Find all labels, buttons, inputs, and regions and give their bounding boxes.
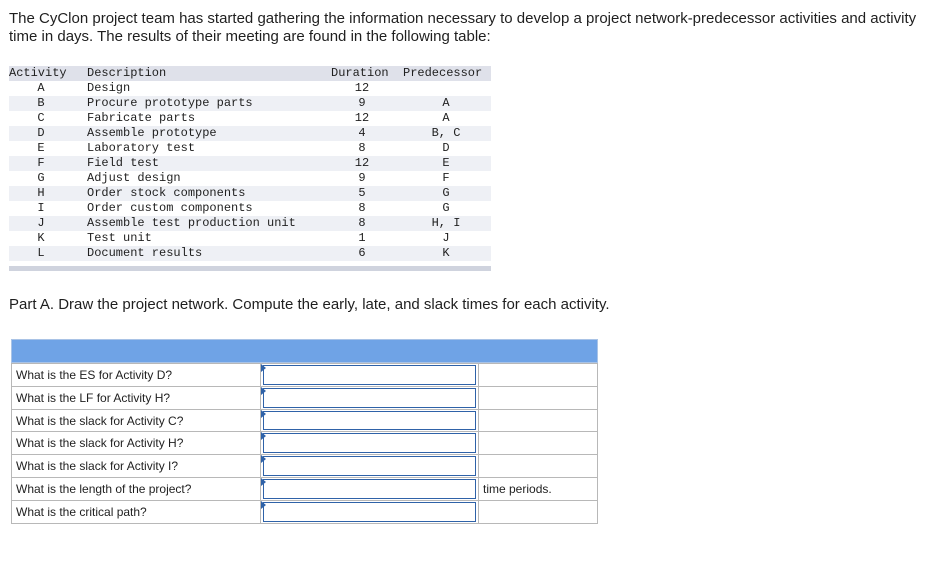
header-description: Description — [87, 66, 167, 80]
description-cell: Order custom components — [87, 201, 253, 215]
question-text: What is the LF for Activity H? — [12, 386, 261, 409]
activity-row — [9, 111, 491, 126]
activity-table-header — [9, 66, 491, 81]
activity-table-footer-bar — [9, 266, 491, 271]
duration-cell: 4 — [358, 126, 366, 140]
activity-row — [9, 201, 491, 216]
predecessor-cell: A — [442, 96, 450, 110]
activity-cell: D — [37, 126, 45, 140]
activity-row — [9, 156, 491, 171]
predecessor-cell: H, I — [431, 216, 461, 230]
question-row — [12, 386, 598, 409]
activity-row — [9, 246, 491, 261]
activity-table — [9, 66, 491, 274]
duration-cell: 8 — [358, 201, 366, 215]
duration-cell: 1 — [358, 231, 366, 245]
activity-row — [9, 231, 491, 246]
unit-label — [479, 386, 598, 409]
question-table-header — [12, 340, 598, 363]
duration-cell: 9 — [358, 96, 366, 110]
description-cell: Laboratory test — [87, 141, 196, 155]
description-cell: Assemble prototype — [87, 126, 217, 140]
answer-input[interactable] — [263, 365, 476, 385]
activity-cell: J — [37, 216, 45, 230]
question-text: What is the slack for Activity C? — [12, 409, 261, 432]
unit-label — [479, 363, 598, 386]
question-row — [12, 363, 598, 386]
question-text: What is the slack for Activity H? — [12, 432, 261, 455]
activity-cell: H — [37, 186, 45, 200]
question-row — [12, 409, 598, 432]
answer-cell — [261, 432, 479, 455]
activity-cell: I — [37, 201, 45, 215]
predecessor-cell: F — [442, 171, 450, 185]
description-cell: Document results — [87, 246, 203, 260]
header-activity: Activity — [9, 66, 67, 80]
duration-cell: 9 — [358, 171, 366, 185]
answer-flag-icon — [261, 501, 266, 509]
activity-row — [9, 141, 491, 156]
duration-cell: 12 — [354, 81, 370, 95]
duration-cell: 6 — [358, 246, 366, 260]
activity-cell: B — [37, 96, 45, 110]
predecessor-cell: E — [442, 156, 450, 170]
predecessor-cell: J — [442, 231, 450, 245]
question-text: What is the ES for Activity D? — [12, 363, 261, 386]
activity-cell: L — [37, 246, 45, 260]
answer-flag-icon — [261, 478, 266, 486]
activity-row — [9, 81, 491, 96]
unit-label — [479, 501, 598, 524]
question-row — [12, 478, 598, 501]
answer-input[interactable] — [263, 502, 476, 522]
activity-row — [9, 216, 491, 231]
activity-row — [9, 126, 491, 141]
duration-cell: 8 — [358, 141, 366, 155]
answer-input[interactable] — [263, 479, 476, 499]
predecessor-cell: G — [442, 186, 450, 200]
unit-label: time periods. — [479, 478, 598, 501]
duration-cell: 12 — [354, 156, 370, 170]
activity-row — [9, 96, 491, 111]
description-cell: Adjust design — [87, 171, 181, 185]
duration-cell: 12 — [354, 111, 370, 125]
answer-flag-icon — [261, 432, 266, 440]
answer-cell — [261, 478, 479, 501]
question-row — [12, 455, 598, 478]
description-cell: Fabricate parts — [87, 111, 196, 125]
activity-row — [9, 171, 491, 186]
answer-cell — [261, 363, 479, 386]
description-cell: Design — [87, 81, 131, 95]
question-row — [12, 432, 598, 455]
description-cell: Assemble test production unit — [87, 216, 296, 230]
answer-input[interactable] — [263, 433, 476, 453]
predecessor-cell: G — [442, 201, 450, 215]
answer-input[interactable] — [263, 388, 476, 408]
answer-cell — [261, 501, 479, 524]
activity-cell: A — [37, 81, 45, 95]
predecessor-cell: A — [442, 111, 450, 125]
part-a-instructions: Part A. Draw the project network. Compute the early, late, and slack times for each activity. — [9, 296, 610, 313]
unit-label — [479, 432, 598, 455]
activity-row — [9, 186, 491, 201]
header-predecessor: Predecessor — [403, 66, 483, 80]
answer-flag-icon — [261, 455, 266, 463]
unit-label — [479, 409, 598, 432]
intro-text: The CyClon project team has started gathering the information necessary to develop a project network-predecessor activities and activity time in days. The results of their meeting are found in the following table: — [9, 10, 917, 45]
activity-cell: C — [37, 111, 45, 125]
question-text: What is the critical path? — [12, 501, 261, 524]
activity-cell: F — [37, 156, 45, 170]
activity-cell: G — [37, 171, 45, 185]
unit-label — [479, 455, 598, 478]
activity-cell: K — [37, 231, 45, 245]
description-cell: Field test — [87, 156, 160, 170]
duration-cell: 8 — [358, 216, 366, 230]
answer-input[interactable] — [263, 456, 476, 476]
duration-cell: 5 — [358, 186, 366, 200]
answer-flag-icon — [261, 410, 266, 418]
question-table-header-cell — [12, 340, 598, 363]
answer-cell — [261, 386, 479, 409]
predecessor-cell: K — [442, 246, 450, 260]
question-table — [11, 339, 598, 524]
activity-cell: E — [37, 141, 45, 155]
question-text: What is the length of the project? — [12, 478, 261, 501]
answer-flag-icon — [261, 387, 266, 395]
description-cell: Order stock components — [87, 186, 246, 200]
answer-cell — [261, 409, 479, 432]
answer-flag-icon — [261, 364, 266, 372]
header-duration: Duration — [331, 66, 389, 80]
question-row — [12, 501, 598, 524]
predecessor-cell: B, C — [431, 126, 461, 140]
answer-cell — [261, 455, 479, 478]
description-cell: Procure prototype parts — [87, 96, 253, 110]
predecessor-cell: D — [442, 141, 450, 155]
answer-input[interactable] — [263, 411, 476, 431]
description-cell: Test unit — [87, 231, 152, 245]
question-text: What is the slack for Activity I? — [12, 455, 261, 478]
